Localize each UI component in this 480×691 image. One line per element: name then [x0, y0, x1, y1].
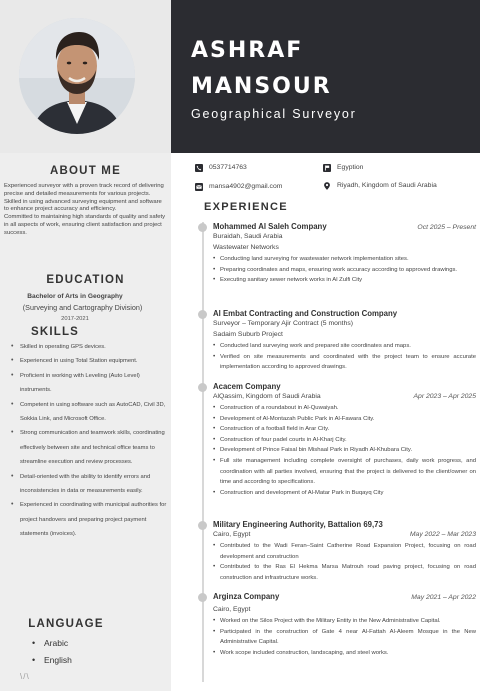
- job-bullet: • Contributed to the Ras El Hekma Marsa Matrouh road paving project, focusing on road construction and infrastructure works.: [213, 562, 476, 583]
- job-bullet: • Participated in the construction of Gate 4 near Al-Fattah Al-Aleem Mosque in the New Administrative Capital.: [213, 627, 476, 648]
- skill-item: • Proficient in working with Leveling (Auto Level) instruments.: [10, 369, 168, 398]
- timeline-dot: [198, 310, 207, 319]
- job-bullet: • Worked on the Silos Project with the Military Entity in the New Administrative Capital.: [213, 616, 476, 627]
- job-bullet: • Conducted land surveying work and prepared site coordinates and maps.: [213, 341, 476, 352]
- job-entry: [213, 382, 476, 498]
- job-bullet: • Development of Prince Faisal bin Mishaal Park in Riyadh Al-Khubara City.: [213, 445, 476, 456]
- left-column: [0, 0, 171, 691]
- job-period: May 2021 – Apr 2022: [411, 594, 476, 601]
- job-title: Geographical Surveyor: [191, 107, 357, 121]
- job-period: Oct 2025 – Present: [417, 224, 476, 231]
- job-detail: Buraidah, Saudi Arabia: [213, 233, 283, 240]
- job-bullets: [213, 403, 476, 498]
- about-title: ABOUT ME: [50, 165, 121, 177]
- profile-photo: [19, 18, 135, 134]
- nationality: Egyption: [337, 164, 364, 171]
- about-text: Experienced surveyor with a proven track record of delivering precise and detailed measurements for various projects. Skilled in using advanced surveying equipment and software to enhance project accuracy and efficiency. Committed to maintaining high standards of quality and safety in all aspects of work, ensuring client satisfaction and project success.: [4, 183, 166, 236]
- job-bullets: [213, 541, 476, 583]
- job-entry: [213, 592, 476, 658]
- job-bullet: • Construction of a football field in Arar City.: [213, 424, 476, 435]
- job-bullet: • Contributed to the Wadi Feran–Saint Catherine Road Expansion Project, focusing on road development and construction: [213, 541, 476, 562]
- skills-title: SKILLS: [30, 326, 80, 338]
- timeline-dot: [198, 223, 207, 232]
- name-first: ASHRAF: [191, 38, 304, 63]
- job-bullet: • Conducting land surveying for wastewater network implementation sites.: [213, 254, 476, 265]
- skill-item: • Skilled in operating GPS devices.: [10, 340, 168, 354]
- job-bullet: • Work scope included construction, landscaping, and steel works.: [213, 648, 476, 659]
- portrait-illustration: [19, 18, 135, 134]
- company-name: Mohammed Al Saleh Company: [213, 222, 327, 231]
- job-bullet: • Construction of a roundabout in Al-Quwaiyah.: [213, 403, 476, 414]
- job-bullet: • Preparing coordinates and maps, ensuring work accuracy according to approved drawings.: [213, 265, 476, 276]
- language-item: • English: [32, 652, 72, 669]
- job-entry: [213, 520, 476, 583]
- job-detail: Cairo, Egypt: [213, 606, 251, 613]
- phone-icon: [195, 164, 203, 172]
- job-bullet: • Full site management including complete oversight of purchases, daily work progress, and coordination with all parties involved, ensuring that the project is delivered to the client/owner on time and according to specifications.: [213, 456, 476, 488]
- job-detail: Sadaim Suburb Project: [213, 331, 283, 338]
- education-field: (Surveying and Cartography Division): [22, 303, 143, 312]
- job-detail: Wastewater Networks: [213, 244, 279, 251]
- job-entry: [213, 309, 476, 373]
- skills-list: [10, 340, 168, 542]
- company-name: Acacem Company: [213, 382, 281, 391]
- job-bullets: [213, 616, 476, 658]
- job-period: Apr 2023 – Apr 2025: [413, 393, 476, 400]
- skill-item: • Experienced in coordinating with municipal authorities for project handovers and preparing project payment statements (invoices).: [10, 498, 168, 541]
- location: Riyadh, Kingdom of Saudi Arabia: [337, 182, 437, 189]
- job-bullet: • Construction and development of Al-Matar Park in Buqayq City: [213, 488, 476, 499]
- location-pin-icon: [323, 182, 331, 190]
- education-years: 2017-2021: [61, 316, 89, 322]
- photo-band: [0, 0, 171, 153]
- skill-item: • Strong communication and teamwork skills, coordinating effectively between site and technical office teams to streamline execution and review processes.: [10, 426, 168, 469]
- flag-icon: [323, 164, 331, 172]
- language-title: LANGUAGE: [28, 618, 104, 630]
- skill-item: • Detail-oriented with the ability to identify errors and inconsistencies in data or measurements easily.: [10, 470, 168, 499]
- company-name: Arginza Company: [213, 592, 280, 601]
- job-bullets: [213, 254, 476, 286]
- job-detail: Surveyor – Temporary Ajir Contract (5 months): [213, 320, 354, 327]
- contact-location: [323, 182, 441, 190]
- timeline-dot: [198, 383, 207, 392]
- job-bullet: • Development of Al-Montazah Public Park in Al-Fawara City.: [213, 414, 476, 425]
- contact-phone: [195, 164, 247, 172]
- timeline-dot: [198, 593, 207, 602]
- timeline-dot: [198, 521, 207, 530]
- skill-item: • Competent in using software such as AutoCAD, Civil 3D, Sokkia Link, and Microsoft Office.: [10, 398, 168, 427]
- skill-item: • Experienced in using Total Station equipment.: [10, 354, 168, 368]
- language-list: [32, 635, 72, 669]
- language-item: • Arabic: [32, 635, 72, 652]
- job-bullet: • Construction of four padel courts in Al-Kharj City.: [213, 435, 476, 446]
- phone-number: 0537714763: [209, 164, 247, 171]
- email-address: mansa4902@gmail.com: [209, 183, 283, 190]
- education-title: EDUCATION: [46, 274, 125, 286]
- job-period: May 2022 – Mar 2023: [409, 531, 476, 538]
- name-last: MANSOUR: [191, 74, 332, 99]
- contact-country: [323, 164, 363, 172]
- job-detail: AlQassim, Kingdom of Saudi Arabia: [213, 393, 321, 400]
- experience-title: EXPERIENCE: [204, 201, 288, 213]
- timeline-line: [202, 222, 204, 682]
- email-icon: [195, 183, 203, 191]
- footer-mark: \/\: [20, 672, 30, 681]
- header-banner: [171, 0, 480, 153]
- job-bullets: [213, 341, 476, 373]
- education-degree: Bachelor of Arts in Geography: [27, 293, 123, 300]
- job-entry: [213, 222, 476, 286]
- job-detail: Cairo, Egypt: [213, 531, 251, 538]
- job-bullet: • Executing sanitary sewer network works in Al Zulfi City: [213, 275, 476, 286]
- company-name: Military Engineering Authority, Battalion 69,73: [213, 520, 383, 529]
- company-name: Al Embat Contracting and Construction Company: [213, 309, 398, 318]
- contact-email: [195, 183, 282, 191]
- job-bullet: • Verified on site measurements and coordinated with the project team to ensure accurate implementation according to approved drawings.: [213, 352, 476, 373]
